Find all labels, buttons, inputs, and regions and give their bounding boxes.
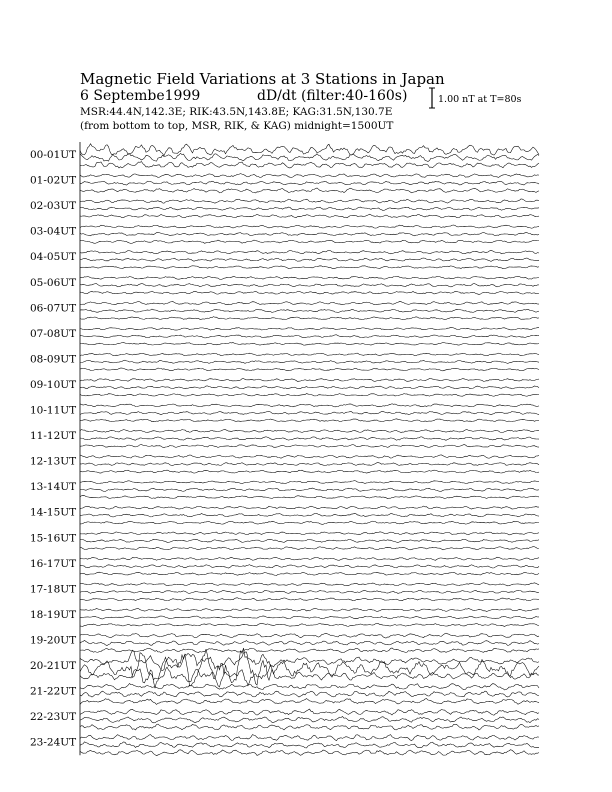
scale-bar-label: 1.00 nT at T=80s	[438, 94, 522, 105]
trace-rik	[80, 616, 539, 619]
trace-rik	[80, 181, 539, 185]
hour-label: 08-09UT	[30, 353, 77, 366]
chart-date: 6 Septembe1999	[80, 88, 201, 104]
hour-label: 19-20UT	[30, 634, 77, 647]
trace-rik	[80, 691, 539, 697]
trace-msr	[80, 445, 539, 448]
station-coordinates: MSR:44.4N,142.3E; RIK:43.5N,143.8E; KAG:31.5N,130.7E	[80, 106, 393, 118]
trace-kag	[80, 144, 539, 156]
hour-label: 22-23UT	[30, 711, 77, 724]
trace-kag	[80, 735, 539, 741]
trace-rik	[80, 309, 539, 313]
hour-label: 02-03UT	[30, 200, 77, 213]
hour-label: 15-16UT	[30, 532, 77, 545]
trace-kag	[80, 709, 539, 715]
hour-label: 11-12UT	[30, 430, 77, 443]
trace-msr	[80, 343, 539, 346]
trace-msr	[80, 648, 539, 653]
trace-kag	[80, 225, 539, 228]
trace-msr	[80, 598, 539, 601]
trace-msr	[80, 521, 539, 524]
trace-msr	[80, 699, 539, 705]
trace-rik	[80, 411, 539, 414]
trace-msr	[80, 188, 539, 193]
chart-title: Magnetic Field Variations at 3 Stations in Japan	[80, 70, 445, 88]
trace-rik	[80, 640, 539, 645]
trace-kag	[80, 328, 539, 331]
trace-kag	[80, 481, 539, 484]
station-order-note: (from bottom to top, MSR, RIK, & KAG) midnight=1500UT	[80, 120, 394, 132]
trace-msr	[80, 291, 539, 294]
trace-kag	[80, 633, 539, 638]
trace-msr	[80, 724, 539, 730]
trace-kag	[80, 353, 539, 356]
trace-kag	[80, 455, 539, 458]
trace-kag	[80, 250, 539, 253]
trace-msr	[80, 419, 539, 422]
trace-msr	[80, 266, 539, 269]
trace-rik	[80, 463, 539, 466]
hour-label: 03-04UT	[30, 225, 77, 238]
hour-label: 01-02UT	[30, 174, 77, 187]
hour-label: 00-01UT	[30, 149, 77, 161]
trace-msr	[80, 547, 539, 550]
trace-rik	[80, 539, 539, 542]
trace-kag	[80, 506, 539, 509]
hour-label: 18-19UT	[30, 608, 77, 621]
trace-kag	[80, 583, 539, 586]
trace-msr	[80, 623, 539, 626]
trace-kag	[80, 404, 539, 407]
trace-kag	[80, 608, 539, 611]
trace-rik	[80, 153, 539, 161]
hour-label: 07-08UT	[30, 327, 77, 340]
trace-kag	[80, 302, 539, 305]
trace-rik	[80, 590, 539, 593]
trace-msr	[80, 317, 539, 320]
trace-rik	[80, 488, 539, 491]
hour-label: 17-18UT	[30, 583, 77, 596]
trace-msr	[80, 470, 539, 473]
trace-kag	[80, 199, 539, 203]
trace-msr	[80, 214, 539, 218]
trace-rik	[80, 207, 539, 210]
trace-rik	[80, 437, 539, 441]
trace-kag	[80, 379, 539, 382]
trace-rik	[80, 232, 539, 235]
trace-msr	[80, 162, 539, 168]
hour-label: 09-10UT	[30, 378, 77, 391]
hour-label: 21-22UT	[30, 685, 77, 698]
trace-rik	[80, 284, 539, 287]
trace-rik	[80, 565, 539, 568]
hour-label: 10-11UT	[30, 404, 77, 417]
hour-label: 20-21UT	[30, 660, 77, 672]
trace-kag	[80, 557, 539, 560]
hour-label: 04-05UT	[30, 251, 77, 264]
trace-msr	[80, 394, 539, 397]
trace-rik	[80, 386, 539, 389]
trace-rik	[80, 258, 539, 261]
trace-rik	[80, 513, 539, 517]
trace-rik	[80, 335, 539, 338]
hour-label: 16-17UT	[30, 557, 77, 570]
hour-label: 06-07UT	[30, 302, 77, 315]
trace-rik	[80, 717, 539, 723]
trace-kag	[80, 174, 539, 178]
hour-label: 23-24UT	[30, 736, 77, 749]
trace-msr	[80, 572, 539, 575]
trace-msr	[80, 496, 539, 499]
hour-label: 12-13UT	[30, 455, 77, 468]
trace-kag	[80, 532, 539, 535]
chart-quantity: dD/dt (filter:40-160s)	[257, 88, 408, 104]
hour-label: 05-06UT	[30, 276, 77, 289]
hour-label: 13-14UT	[30, 481, 77, 494]
trace-kag	[80, 430, 539, 433]
trace-rik	[80, 742, 539, 748]
trace-rik	[80, 648, 539, 688]
trace-rik	[80, 360, 539, 363]
hour-label: 14-15UT	[30, 506, 77, 519]
trace-msr	[80, 240, 539, 243]
trace-msr	[80, 750, 539, 756]
trace-kag	[80, 276, 539, 279]
trace-kag	[80, 683, 539, 689]
trace-msr	[80, 368, 539, 371]
